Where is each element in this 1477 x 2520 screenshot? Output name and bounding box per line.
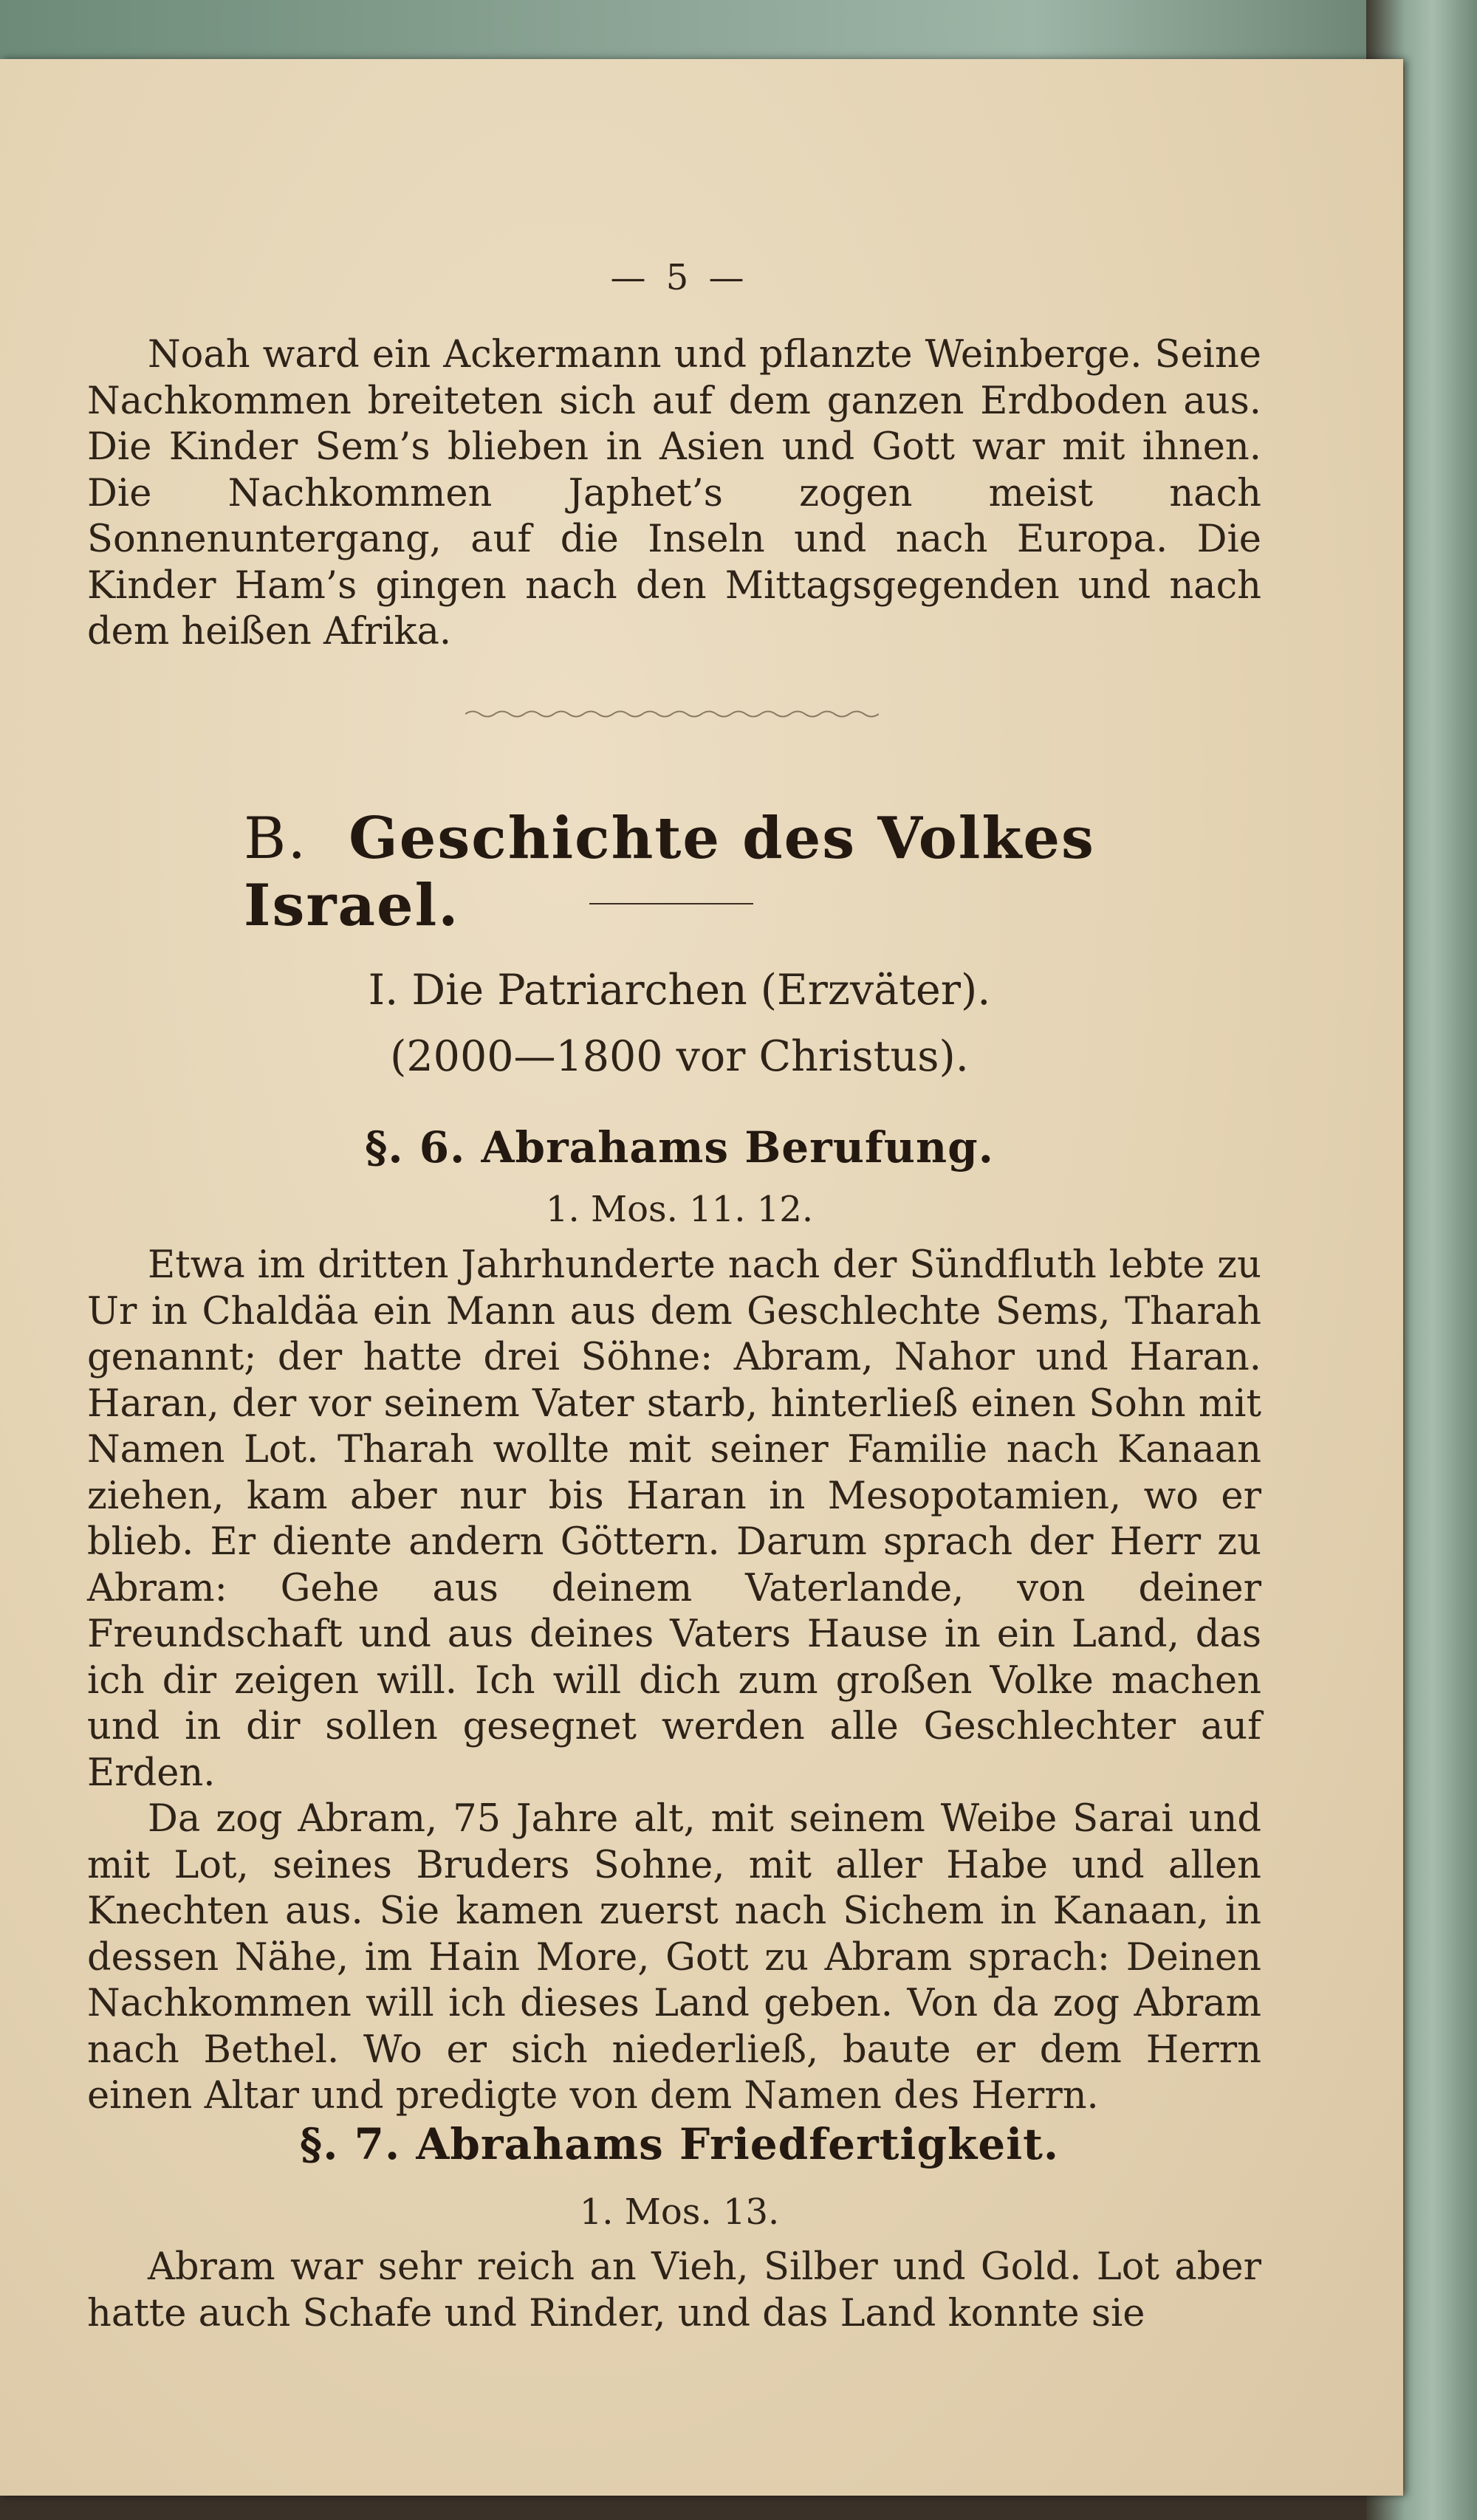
intro-paragraph: Noah ward ein Ackermann und pflanzte Weinberge. Seine Nachkommen breiteten sich auf dem ganzen Erdboden aus. Die Kinder Sem’s blieben in Asien und Gott war mit ihnen. Die Nachkommen Japhet’s zogen meist nach Sonnenuntergang, auf die Inseln und nach Europa. Die Kinder Ham’s gingen nach den Mittagsgegenden und nach dem heißen Afrika.: [87, 333, 1261, 653]
section-heading: [244, 805, 1130, 939]
section-rule: [589, 903, 753, 904]
book-page: [0, 59, 1403, 2496]
paragraph-7-text: Abram war sehr reich an Vieh, Silber und Gold. Lot aber hatte auch Schafe und Rinder, und das Land konnte sie: [87, 2245, 1261, 2335]
paragraph-7-reference: 1. Mos. 13.: [579, 2191, 780, 2233]
paragraph-6-text-1: Etwa im dritten Jahrhunderte nach der Sündfluth lebte zu Ur in Chaldäa ein Mann aus dem Geschlechte Sems, Tharah genannt; der hatte drei Söhne: Abram, Nahor und Haran. Haran, der vor seinem Vater starb, hinterließ einen Sohn mit Namen Lot. Tharah wollte mit seiner Familie nach Kanaan ziehen, kam aber nur bis Haran in Mesopotamien, wo er blieb. Er diente andern Göttern. Darum sprach der Herr zu Abram: Gehe aus deinem Vaterlande, von deiner Freundschaft und aus deines Vaters Hause in ein Land, das ich dir zeigen will. Ich will dich zum großen Volke machen und in dir sollen gesegnet werden alle Geschlechter auf Erden.: [87, 1243, 1261, 1795]
ornamental-divider: [465, 709, 879, 719]
paragraph-6-body: [87, 1243, 1261, 2120]
intro-paragraph-block: [87, 332, 1261, 656]
section-letter: B.: [244, 806, 308, 872]
paragraph-6-text-2: Da zog Abram, 75 Jahre alt, mit seinem Weibe Sarai und mit Lot, seines Bruders Sohne, mit aller Habe und allen Knechten aus. Sie kamen zuerst nach Sichem in Kanaan, in dessen Nähe, im Hain More, Gott zu Abram sprach: Deinen Nachkommen will ich dieses Land geben. Von da zog Abram nach Bethel. Wo er sich niederließ, baute er dem Herrn einen Altar und predigte von dem Namen des Herrn.: [87, 1797, 1261, 2118]
section-title: Geschichte des Volkes Israel.: [244, 805, 1095, 939]
paragraph-7-body: [87, 2245, 1261, 2337]
paragraph-7-heading: §. 7. Abrahams Friedfertigkeit.: [299, 2119, 1060, 2169]
page-number: — 5 —: [610, 257, 749, 298]
paragraph-6-reference: 1. Mos. 11. 12.: [545, 1189, 814, 1230]
chapter-title: I. Die Patriarchen (Erzväter).: [368, 966, 991, 1014]
paragraph-6-heading: §. 6. Abrahams Berufung.: [365, 1122, 994, 1173]
chapter-period: (2000—1800 vor Christus).: [390, 1032, 969, 1081]
